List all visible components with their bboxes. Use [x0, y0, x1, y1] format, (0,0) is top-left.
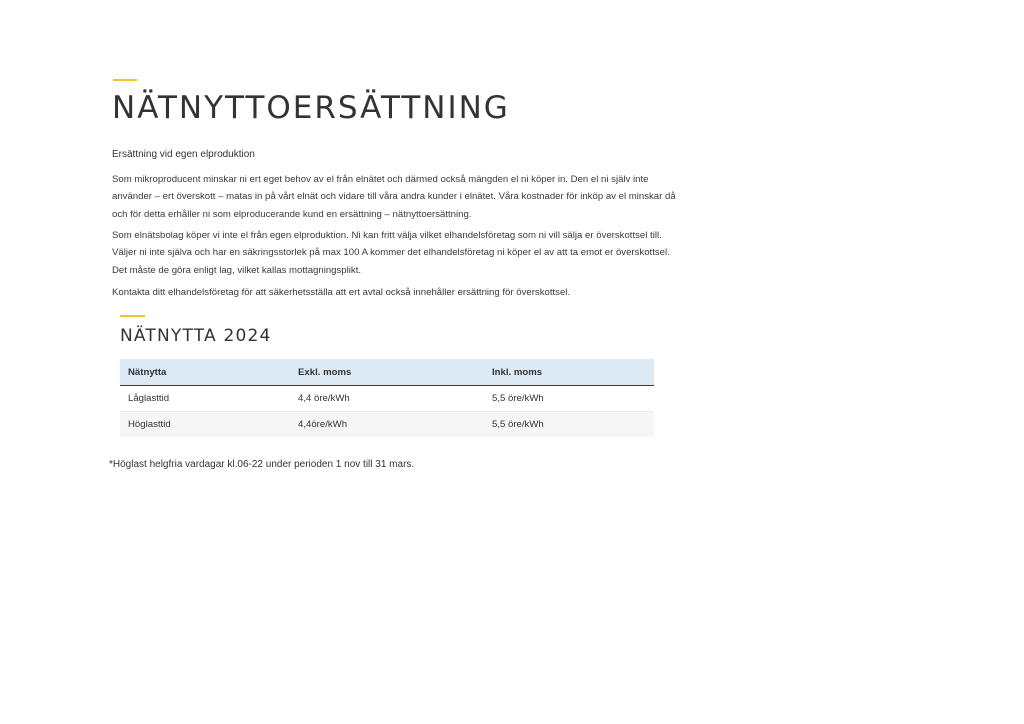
table-row — [120, 412, 654, 438]
table-cell: 4,4 öre/kWh — [290, 386, 484, 412]
table-header-cell: Nätnytta — [120, 359, 290, 386]
compensation-table — [120, 359, 654, 437]
table-cell: Låglasttid — [120, 386, 290, 412]
page-subtitle: Ersättning vid egen elproduktion — [112, 149, 255, 160]
section-title: NÄTNYTTA 2024 — [120, 326, 272, 346]
table-header-cell: Exkl. moms — [290, 359, 484, 386]
table-cell: 5,5 öre/kWh — [484, 386, 654, 412]
table-cell: Höglasttid — [120, 412, 290, 438]
page-title: NÄTNYTTOERSÄTTNING — [112, 90, 510, 126]
table-cell: 4,4öre/kWh — [290, 412, 484, 438]
footnote: *Höglast helgfria vardagar kl.06-22 under perioden 1 nov till 31 mars. — [109, 459, 415, 470]
table-row — [120, 386, 654, 412]
table-header-row — [120, 359, 654, 386]
title-accent-bar — [113, 79, 137, 81]
table-header-cell: Inkl. moms — [484, 359, 654, 386]
table-cell: 5,5 öre/kWh — [484, 412, 654, 438]
section-accent-bar — [120, 315, 145, 317]
paragraph-contact: Kontakta ditt elhandelsföretag för att säkerhetsställa att ert avtal också innehåller ersättning för överskottsel. — [112, 287, 571, 298]
paragraph-grid-company: Som elnätsbolag köper vi inte el från egen elproduktion. Ni kan fritt välja vilket elhandelsföretag som ni vill sälja er överskottsel till. Väljer ni inte själva och har en säkringsstorlek på max 100 A kommer det elhandelsföretag ni köper el av att ta emot er överskottsel. Det måste de göra enligt lag, vilket kallas mottagningsplikt. — [112, 230, 670, 276]
paragraph-microproducer: Som mikroproducent minskar ni ert eget behov av el från elnätet och därmed också mängden el ni köper in. Den el ni själv inte använder – ert överskott – matas in på vårt elnät och vidare till våra andra kunder i elnätet. Våra kostnader för inköp av el minskar då och för detta erhåller ni som elproducerande kund en ersättning – nätnyttoersättning. — [112, 174, 676, 220]
